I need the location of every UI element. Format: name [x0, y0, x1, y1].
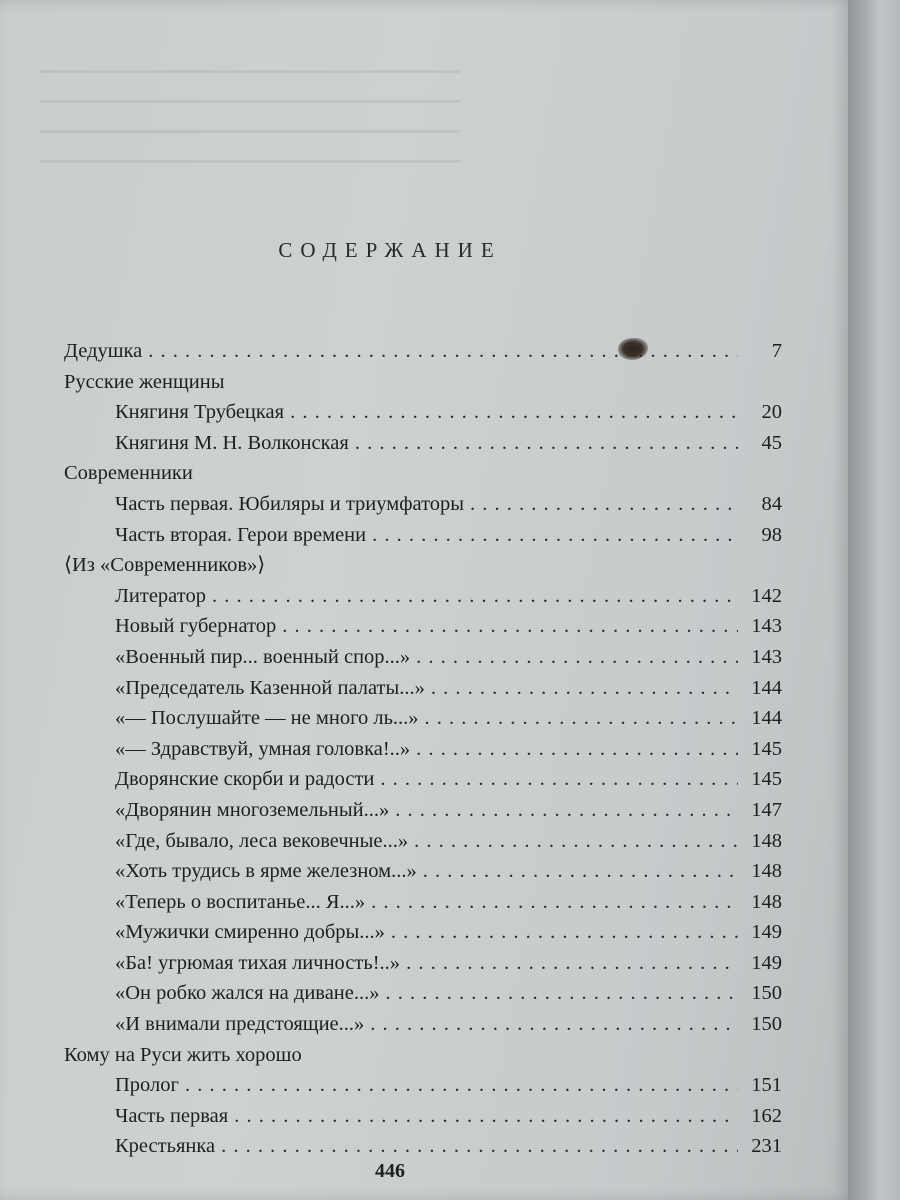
toc-entry-title: «Ба! угрюмая тихая личность!..»: [115, 951, 401, 974]
dot-leader: [414, 826, 738, 857]
toc-entry-page: 84: [761, 492, 782, 515]
toc-entry-page: 148: [751, 829, 782, 852]
dot-leader: [406, 948, 738, 979]
toc-entry: [64, 642, 782, 673]
dot-leader: [416, 734, 738, 765]
toc-entry: [64, 1009, 782, 1040]
toc-entry-page: 148: [751, 860, 782, 883]
toc-entry-page: 142: [751, 584, 782, 607]
toc-entry-page: 148: [751, 890, 782, 913]
toc-entry: [64, 734, 782, 765]
dot-leader: [355, 428, 738, 459]
dot-leader: [282, 611, 738, 642]
toc-entry-page: 144: [751, 707, 782, 730]
toc-entry-title: «Военный пир... военный спор...»: [115, 645, 411, 668]
toc-entry-page: 162: [751, 1104, 782, 1127]
dot-leader: [386, 978, 739, 1009]
toc-entry-title: Княгиня Трубецкая: [115, 401, 285, 424]
dot-leader: [380, 764, 738, 795]
toc-entry-page: 98: [761, 523, 782, 546]
toc-entry-page: 145: [751, 768, 782, 791]
toc-entry: [64, 367, 782, 398]
toc-entry-title: Крестьянка: [115, 1135, 216, 1158]
toc-entry-page: 45: [761, 431, 782, 454]
dot-leader: [371, 887, 738, 918]
toc-entry: [64, 611, 782, 642]
toc-entry-page: 144: [751, 676, 782, 699]
dot-leader: [148, 336, 738, 367]
toc-entry: [64, 673, 782, 704]
toc-entry-title: «Хоть трудись в ярме железном...»: [115, 860, 417, 883]
toc-entry-title: «Председатель Казенной палаты...»: [115, 676, 425, 699]
toc-entry-page: 20: [761, 401, 782, 424]
toc-entry: [64, 397, 782, 428]
toc-entry-title: «Дворянин многоземельный...»: [115, 798, 390, 821]
toc-entry-title: Дворянские скорби и радости: [115, 768, 375, 791]
dot-leader: [431, 673, 738, 704]
toc-entry-title: Часть первая. Юбиляры и триумфаторы: [115, 492, 465, 515]
toc-entry-page: 145: [751, 737, 782, 760]
toc-entry-title: Литератор: [115, 584, 206, 607]
page-title: СОДЕРЖАНИЕ: [278, 238, 502, 262]
toc-entry-title: «— Послушайте — не много ль...»: [115, 707, 419, 730]
toc-entry-title: Пролог: [115, 1074, 179, 1097]
dot-leader: [425, 703, 738, 734]
toc-entry-page: 7: [771, 340, 782, 362]
dot-leader: [370, 1009, 738, 1040]
toc-entry: [64, 887, 782, 918]
dot-leader: [416, 642, 738, 673]
toc-entry-title: «Мужички смиренно добры...»: [115, 921, 385, 944]
toc-entry-page: 149: [751, 921, 782, 944]
toc-entry: [64, 1131, 782, 1162]
toc-entry-title: «Где, бывало, леса вековечные...»: [115, 829, 409, 852]
toc-entry: [64, 703, 782, 734]
toc-entry-page: 150: [751, 1013, 782, 1036]
toc-entry-page: 151: [751, 1074, 782, 1097]
toc-entry-title: Новый губернатор: [115, 615, 277, 638]
toc-entry-title: «Теперь о воспитанье... Я...»: [115, 890, 366, 913]
toc-entry-title: Кому на Руси жить хорошо: [64, 1043, 302, 1066]
toc-entry-title: ⟨Из «Современников»⟩: [64, 554, 266, 577]
dot-leader: [234, 1101, 738, 1132]
toc-entry: [64, 1101, 782, 1132]
toc-entry-title: Дедушка: [64, 340, 143, 362]
toc-entry: [64, 428, 782, 459]
dot-leader: [395, 795, 738, 826]
toc-entry: [64, 550, 782, 581]
toc-entry-title: Современники: [64, 462, 193, 485]
toc-entry: [64, 1040, 782, 1071]
toc-entry: [64, 795, 782, 826]
show-through-text: [40, 70, 460, 190]
toc-entry-page: 147: [751, 798, 782, 821]
toc-entry-page: 231: [751, 1135, 782, 1158]
toc-entry: [64, 581, 782, 612]
toc-entry-title: Часть первая: [115, 1104, 229, 1127]
toc-entry: [64, 856, 782, 887]
toc-entry-title: Княгиня М. Н. Волконская: [115, 431, 349, 454]
toc-entry: [64, 917, 782, 948]
toc-entry: [64, 978, 782, 1009]
table-of-contents: [64, 336, 782, 1162]
toc-entry-page: 143: [751, 645, 782, 668]
toc-entry-title: «Он робко жался на диване...»: [115, 982, 380, 1005]
toc-entry: [64, 520, 782, 551]
toc-entry: [64, 826, 782, 857]
toc-entry: [64, 336, 782, 367]
page-edge: [848, 0, 900, 1200]
dot-leader: [470, 489, 738, 520]
toc-entry-page: 143: [751, 615, 782, 638]
dot-leader: [185, 1070, 738, 1101]
toc-entry: [64, 489, 782, 520]
toc-entry-page: 150: [751, 982, 782, 1005]
toc-entry: [64, 458, 782, 489]
toc-entry-title: Русские женщины: [64, 370, 225, 393]
dot-leader: [212, 581, 738, 612]
page-number: 446: [375, 1160, 405, 1182]
dot-leader: [290, 397, 738, 428]
dot-leader: [372, 520, 738, 551]
toc-entry-title: «И внимали предстоящие...»: [115, 1013, 365, 1036]
dot-leader: [391, 917, 738, 948]
toc-entry-title: Часть вторая. Герои времени: [115, 523, 367, 546]
toc-entry-title: «— Здравствуй, умная головка!..»: [115, 737, 411, 760]
dot-leader: [423, 856, 738, 887]
dot-leader: [221, 1131, 738, 1162]
toc-entry: [64, 764, 782, 795]
toc-entry: [64, 1070, 782, 1101]
toc-entry-page: 149: [751, 951, 782, 974]
toc-entry: [64, 948, 782, 979]
